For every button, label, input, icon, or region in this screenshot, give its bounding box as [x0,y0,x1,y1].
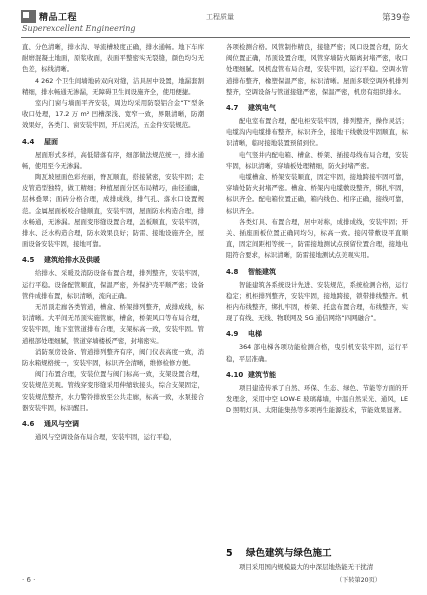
volume-label: 第39卷 [382,13,410,23]
section-heading [226,329,408,340]
section-heading-number: 4.9 [226,330,239,339]
brand-logo-icon [21,10,36,23]
brand-name-en: Superexcellent Engineering [22,24,136,33]
body-paragraph: 通风与空调设备布局合理，安装牢固，运行平稳， [35,433,176,442]
section-heading [226,103,408,114]
section-heading-text: 通风与空调 [44,420,79,429]
body-paragraph: 364 部电梯各项功能检测合格，曳引机安装牢固，运行平稳，平层准确。 [226,343,408,363]
page-number: · 6 · [22,576,36,584]
section-5-paragraph: 项目采用国内规模最大的中深层地热能无干扰清 [239,563,374,571]
body-paragraph: 陶瓦坡屋面色彩亮丽，脊瓦顺直，搭接紧密，安装牢固；走皮管造型独特，做工精细；种植屋面分区布局精巧，曲径通幽，层林叠翠；面砖分格合理，成排成线，排气孔、落水口设置规范。金属屋面板咬合缝顺直，安装牢固，屋面防水构造合理，排水畅通，无渗漏。屋面变形缝设置合理，盖板顺直，安装牢固，排水、泛水构造合理，防水效果良好；防雷、接地设施齐全，屋面设备安装牢固，接地可靠。 [22,173,204,249]
right-column [226,42,408,416]
body-paragraph: 屋面形式多样，高低错落有序，细部做法规范统一，排水通畅，使用至今无渗漏。 [22,150,204,170]
body-paragraph: 智能建筑各系统设计先进、安装规范，系统检测合格，运行稳定；机柜排列整齐，安装牢固，接地跨接，锁带排线整齐。机柜内布线整齐，绑扎牢固，桥架、托盘布置合理，布线整齐，实现了有线、无线、物联网及 5G 通信网络“四网融合”。 [226,280,408,323]
body-paragraph: 电气竖井内配电箱、槽盒、桥架、插接母线布局合理，安装牢固，标识清晰，穿墙板处理精细，防火封堵严密。 [226,150,408,170]
section-heading [22,137,204,148]
body-paragraph: 直、分色清晰，排水沟、导流槽坡度正确，排水通畅。地下车库耐磨混凝土地面，原浆收面，表面平整密实无裂缝，颜色均匀无色差，标线清晰。 [22,43,204,74]
section-heading-number: 4.6 [22,420,35,429]
section-heading-number: 4.7 [226,104,239,113]
section-heading-text: 建筑节能 [248,370,276,379]
section-heading-text: 屋面 [44,137,58,146]
section-5-heading [226,545,332,559]
body-paragraph: 无吊顶走廊各类管道，槽盒、桥架排列整齐，成排成线，标识清晰。大平间无吊顶实施管廊，槽盒，桥架风口等布局合理，安装牢固，地下室管道排布合理，支架标高一致，安装牢固。管道根部处理细腻，管道穿墙楼板严密，封堵密实。 [22,303,204,345]
section-heading-number: 4.10 [226,370,244,379]
section-heading [22,255,204,266]
continued-note: （下转第20页） [336,577,381,584]
section-heading [22,419,204,430]
body-paragraph: 阀门布置合理，安装位置与阀门标高一致，支架设置合理，安装规范美观。管线穿变形缝采用伸缩软接头，综合支架固定，安装规范整齐，水力警铃排放至公共走廊，标高一致，水泵接合器安装牢固，标识醒目。 [22,370,204,412]
body-paragraph: 室内门窗与墙面平齐安装，周边均采用防裂铝合金“T”型条收口处理，17.2 万 m² 凹槽深浅、宽窄一致，界限清晰，防潮效果好，各类门、窗安装牢固，开启灵活，五金件安装规范。 [22,99,204,130]
section-number: 5 [226,548,233,559]
body-paragraph: 给排水、采暖及消防设备布置合理，排列整齐，安装牢固，运行平稳。设备配管顺直，保温严密，外保护壳平顺严密；设备管件成排布置，标识清晰，流向正确。 [22,269,204,300]
section-heading-number: 4.8 [226,267,239,276]
section-title: 绿色建筑与绿色施工 [246,548,332,559]
section-heading-text: 建筑给排水及供暖 [44,256,100,265]
page-header [21,10,410,36]
header-divider [21,37,410,38]
body-paragraph: 4 262 个卫生间墙地砖双向对缝，洁具居中设置，地漏套割精细，排水畅通无渗漏，无障碍卫生间设施齐全，使用便捷。 [22,76,204,96]
section-heading-text: 智能建筑 [248,267,276,276]
section-heading [226,370,408,381]
section-heading-number: 4.5 [22,256,35,265]
body-paragraph: 各项检测合格。风管制作精良，接缝严密；风口设置合理，防火阀位置正确，吊顶设置合理，风管穿墙防火隔离封堵严密，收口处理细腻。风机盘管布局合理，安装牢固，运行平稳。空调水管道排布整齐，橡塑保温严密，标识清晰。屋面多联空调外机排列整齐，空调设备与管道接缝严密，保温严密，机房有组织排水。 [226,43,408,96]
section-heading-number: 4.4 [22,137,35,146]
body-paragraph: 电缆槽盒、桥架安装顺直，固定牢固，接地跨接牢固可靠，穿墙处防火封堵严密。槽盒、桥架内电缆敷设整齐，绑扎牢固，标识齐全。配电箱位置正确，箱内线色、相序正确，接线可靠，标识齐全。 [226,173,408,215]
section-heading-text: 电梯 [248,330,262,339]
section-heading-text: 建筑电气 [248,104,276,113]
body-paragraph: 项目建造传承了自然、环保、生态、绿色、节能等方面的开发理念，采用中空 LOW-E 玻璃幕墙，中温自然采光、通风，LED 照明灯具、太阳能集热等多项再生能源技术，节能效果显著。 [226,383,408,415]
body-paragraph: 各类灯具、布置合理，居中对称，成排成线，安装牢固；开关、插座面板位置正确同均匀，标高一致。接闪带敷设平直顺直，固定间距相等统一，防雷接地测试点预留位置合理，接地电阻符合要求，标识清晰，防雷接地测试点美观实用。 [226,217,408,260]
body-paragraph: 配电室布置合理，配电柜安装牢固，排列整齐，操作灵活；电缆沟内电缆排布整齐，标识齐全，接地干线敷设牢固顺直，标识清晰，临时接地装置预留到位。 [226,117,408,148]
journal-title: 工程质量 [206,13,234,21]
body-paragraph: 消防泵房设备、管道排列整齐有序，阀门仪表高度一致，消防水箱规格统一，安装牢固，标识齐全清晰，维修检修方便。 [22,347,204,368]
section-heading [226,267,408,278]
left-column [22,42,204,443]
brand-name-cn: 精品工程 [39,13,78,23]
